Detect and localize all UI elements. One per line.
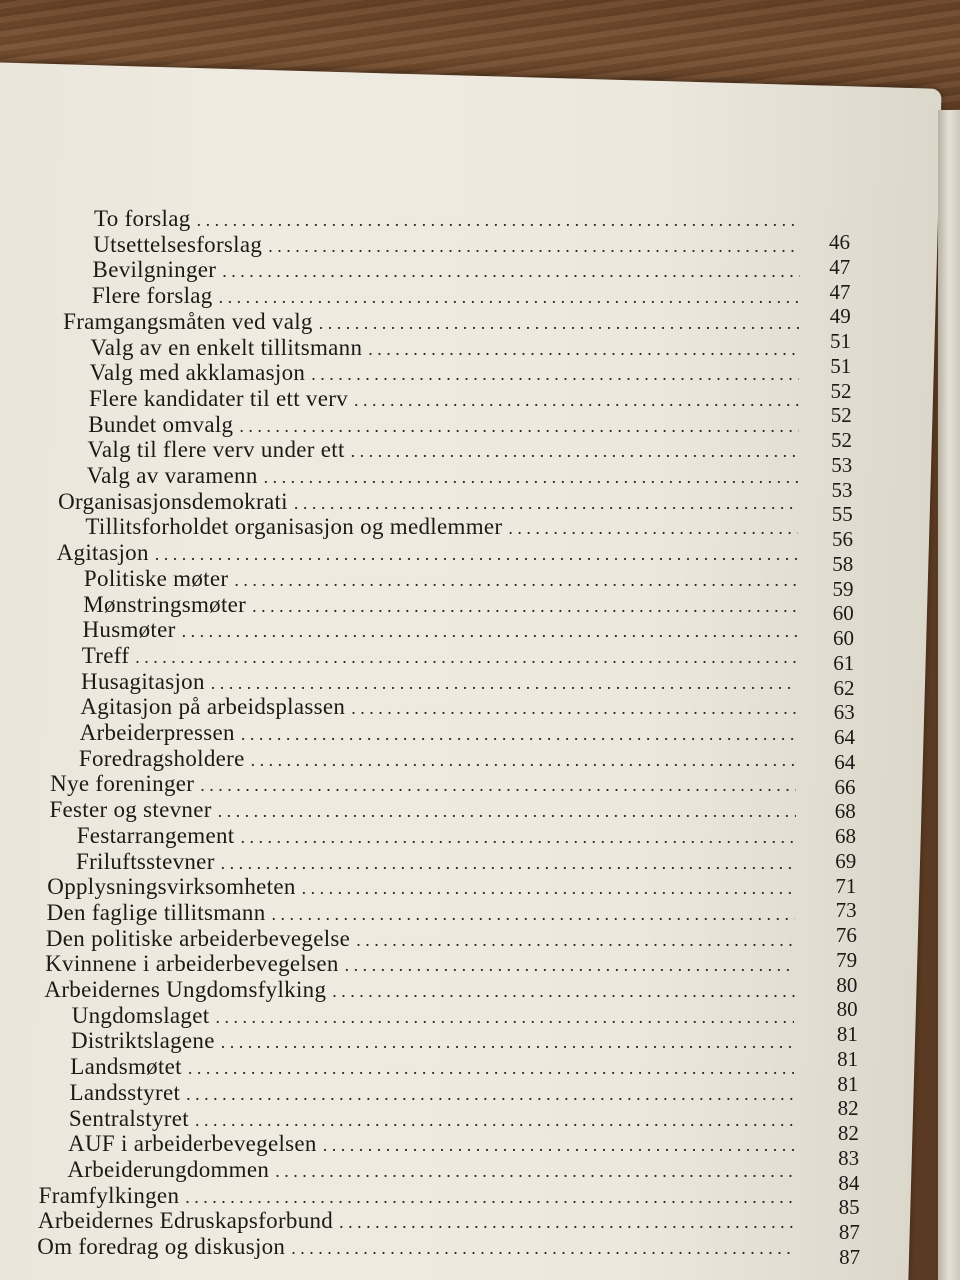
toc-entry-label: Utsettelsesforslag [93, 231, 263, 257]
leader-dots [200, 771, 796, 797]
toc-entry-label: Ungdomslaget [71, 1002, 210, 1028]
toc-entry [68, 1131, 793, 1157]
leader-dots [221, 1028, 795, 1054]
leader-dots [219, 283, 800, 309]
toc-page-number: 80 [836, 997, 858, 1022]
toc-page-number: 62 [833, 675, 855, 700]
toc-page-number: 52 [830, 378, 852, 403]
toc-entry [57, 540, 798, 566]
toc-entry-label: Agitasjon på arbeidsplassen [80, 694, 346, 720]
toc-entry-label: Distriktslagene [70, 1028, 215, 1054]
toc-entry [90, 335, 799, 361]
toc-page-number: 64 [834, 749, 856, 774]
toc-entry [83, 592, 797, 618]
toc-entry-label: Sentralstyret [68, 1105, 189, 1131]
toc-entry-label: Valg av en enkelt tillitsmann [90, 334, 363, 360]
toc-entry-label: Landsstyret [69, 1079, 181, 1105]
toc-entry-label: Opplysningsvirksomheten [47, 874, 296, 900]
toc-entry-label: Organisasjonsdemokrati [58, 488, 288, 514]
toc-entry-label: Valg med akklamasjon [89, 360, 306, 386]
toc-page-number: 76 [835, 923, 857, 947]
toc-entry-label: Arbeidernes Edruskapsforbund [37, 1208, 334, 1234]
leader-dots [508, 514, 797, 540]
toc-entry [46, 926, 795, 952]
toc-page-number: 84 [838, 1170, 860, 1195]
toc-entry [38, 1208, 793, 1234]
leader-dots [218, 797, 796, 823]
toc-page-number: 81 [837, 1046, 859, 1071]
toc-page-number: 47 [829, 279, 851, 304]
toc-entry [67, 1157, 793, 1183]
toc-page-number: 68 [834, 824, 856, 848]
toc-page-number: 52 [830, 428, 852, 452]
toc-page-number: 46 [829, 230, 850, 254]
toc-page-number: 82 [837, 1096, 859, 1121]
toc-entry [87, 463, 798, 489]
toc-entry [92, 283, 800, 309]
toc-page-number: 47 [829, 254, 851, 279]
leader-dots [195, 1106, 794, 1132]
toc-page-number: 87 [839, 1244, 861, 1269]
leader-dots [351, 437, 799, 463]
toc-page-number: 53 [831, 452, 853, 477]
toc-entry-label: Landsmøtet [70, 1054, 182, 1080]
toc-entry [88, 437, 799, 463]
leader-dots [188, 1054, 794, 1080]
toc-entry [90, 360, 799, 386]
toc-entry [77, 823, 796, 849]
toc-page-number: 63 [833, 700, 855, 725]
toc-page-number: 61 [833, 650, 855, 675]
toc-entry [58, 489, 798, 515]
toc-entry [93, 257, 800, 283]
toc-page-number: 60 [832, 626, 854, 650]
toc-page-number: 52 [830, 403, 852, 428]
leader-dots [135, 643, 797, 669]
toc-page-number: 69 [835, 848, 857, 873]
leader-dots [311, 360, 799, 386]
toc-entry [50, 771, 796, 797]
leader-dots [351, 694, 796, 720]
leader-dots [241, 720, 797, 746]
toc-entry [88, 412, 798, 438]
toc-entry [70, 1054, 794, 1080]
toc-entry-label: Friluftsstevner [76, 848, 215, 874]
toc-entry [72, 1003, 795, 1029]
toc-entry [80, 694, 796, 720]
leader-dots [155, 540, 798, 566]
toc-entry [63, 309, 799, 335]
toc-page-number: 51 [829, 329, 851, 353]
toc-entry-label: Foredragsholdere [78, 745, 245, 771]
leader-dots [268, 232, 800, 258]
toc-entry [89, 386, 799, 412]
toc-entry-label: Valg til flere verv under ett [87, 437, 345, 463]
toc-page-number: 49 [829, 304, 851, 329]
leader-dots [345, 951, 795, 977]
toc-entry-label: Arbeiderungdommen [67, 1156, 270, 1182]
leader-dots [294, 489, 798, 515]
leader-dots [368, 335, 799, 361]
toc-entry-label: Om foredrag og diskusjon [37, 1234, 286, 1259]
toc-page-number: 66 [834, 774, 856, 799]
toc-entry [39, 1183, 794, 1209]
toc-entry [93, 232, 800, 258]
leader-dots [323, 1131, 794, 1157]
toc-page-number: 68 [834, 799, 856, 824]
toc-entry-label: Kvinnene i arbeiderbevegelsen [45, 951, 339, 977]
toc-entry [47, 874, 795, 900]
leader-dots [185, 1183, 793, 1209]
leader-dots [234, 566, 797, 592]
toc-page-number: 81 [836, 1022, 858, 1046]
toc-page-number: 58 [832, 551, 854, 576]
leader-dots [221, 849, 796, 875]
toc-entry [79, 746, 796, 772]
leader-dots [275, 1157, 793, 1183]
toc-entry-label: Nye foreninger [50, 771, 195, 797]
toc-entry [80, 720, 797, 746]
toc-entry [69, 1106, 794, 1132]
leader-dots [291, 1234, 793, 1260]
toc-entry-label: Den politiske arbeiderbevegelse [45, 925, 351, 951]
toc-page-number: 80 [836, 972, 858, 997]
toc-page-number: 64 [833, 725, 855, 749]
toc-page-number: 55 [831, 502, 853, 527]
toc-page-number: 51 [830, 353, 852, 378]
toc-entry-label: Tillitsforholdet organisasjon og medlemmer [85, 514, 503, 540]
toc-entry-label: Flere forslag [91, 283, 213, 309]
toc-page-number: 71 [835, 873, 857, 898]
toc-entry-label: Mønstringsmøter [83, 591, 247, 617]
toc-page-number: 85 [838, 1195, 860, 1220]
leader-dots [186, 1080, 794, 1106]
toc-entry [45, 951, 795, 977]
toc-entry-label: To forslag [94, 206, 191, 231]
toc-entry-label: Den faglige tillitsmann [46, 899, 266, 925]
toc-entry-label: Festarrangement [76, 822, 235, 848]
toc-page-number: 82 [837, 1121, 859, 1145]
leader-dots [272, 900, 796, 926]
leader-dots [319, 309, 800, 335]
toc-entry-label: Treff [81, 642, 130, 668]
toc-entry-label: Bundet omvalg [88, 411, 234, 437]
toc-entry [85, 514, 797, 540]
toc-entry-label: Valg av varamenn [86, 463, 258, 488]
leader-dots [332, 977, 794, 1003]
toc-page-number: 81 [837, 1071, 859, 1096]
leader-dots [197, 206, 800, 232]
toc-page-number: 87 [838, 1220, 860, 1244]
toc-entry-label: Politiske møter [83, 565, 229, 591]
toc-page-number: 56 [831, 527, 853, 551]
toc-entry [71, 1028, 794, 1054]
toc-entry [94, 206, 800, 232]
leader-dots [252, 592, 797, 618]
toc-entry-label: Framgangsmåten ved valg [63, 308, 313, 334]
toc-entry-label: Bevilgninger [92, 257, 217, 283]
toc-entry-label: AUF i arbeiderbevegelsen [68, 1131, 317, 1157]
leader-dots [239, 412, 798, 438]
toc-entry [49, 797, 795, 823]
toc-entry-label: Arbeiderpressen [79, 720, 235, 745]
toc-entry [84, 566, 798, 592]
toc-entry [82, 617, 797, 643]
toc-entry-label: Framfylkingen [38, 1182, 180, 1208]
toc-entry [37, 1234, 793, 1260]
leader-dots [222, 257, 799, 283]
leader-dots [354, 386, 799, 412]
toc-page-number: 59 [832, 576, 854, 601]
toc-entry [76, 849, 795, 875]
toc-page-number: 73 [835, 898, 857, 923]
toc-page-number: 53 [831, 477, 853, 502]
toc-entry-label: Fester og stevner [49, 797, 212, 823]
leader-dots [251, 746, 797, 772]
toc-page-number: 60 [832, 601, 854, 626]
toc-entry-label: Husagitasjon [81, 668, 205, 694]
leader-dots [356, 926, 795, 952]
toc-page-number: 83 [838, 1145, 860, 1170]
leader-dots [264, 463, 799, 489]
toc-entry [70, 1080, 794, 1106]
leader-dots [241, 823, 796, 849]
toc-entry [47, 900, 796, 926]
leader-dots [182, 617, 798, 643]
toc-entry [82, 643, 797, 669]
toc-entry-label: Husmøter [82, 617, 176, 643]
leader-dots [211, 669, 797, 695]
leader-dots [339, 1208, 793, 1234]
toc-page-number: 79 [836, 947, 858, 972]
toc-entry [44, 977, 794, 1003]
toc-entry-label: Agitasjon [56, 540, 149, 566]
toc-entry-label: Flere kandidater til ett verv [88, 385, 349, 411]
leader-dots [215, 1003, 794, 1029]
toc-entry [81, 669, 797, 695]
toc-entry-label: Arbeidernes Ungdomsfylking [44, 977, 327, 1002]
leader-dots [302, 874, 796, 900]
